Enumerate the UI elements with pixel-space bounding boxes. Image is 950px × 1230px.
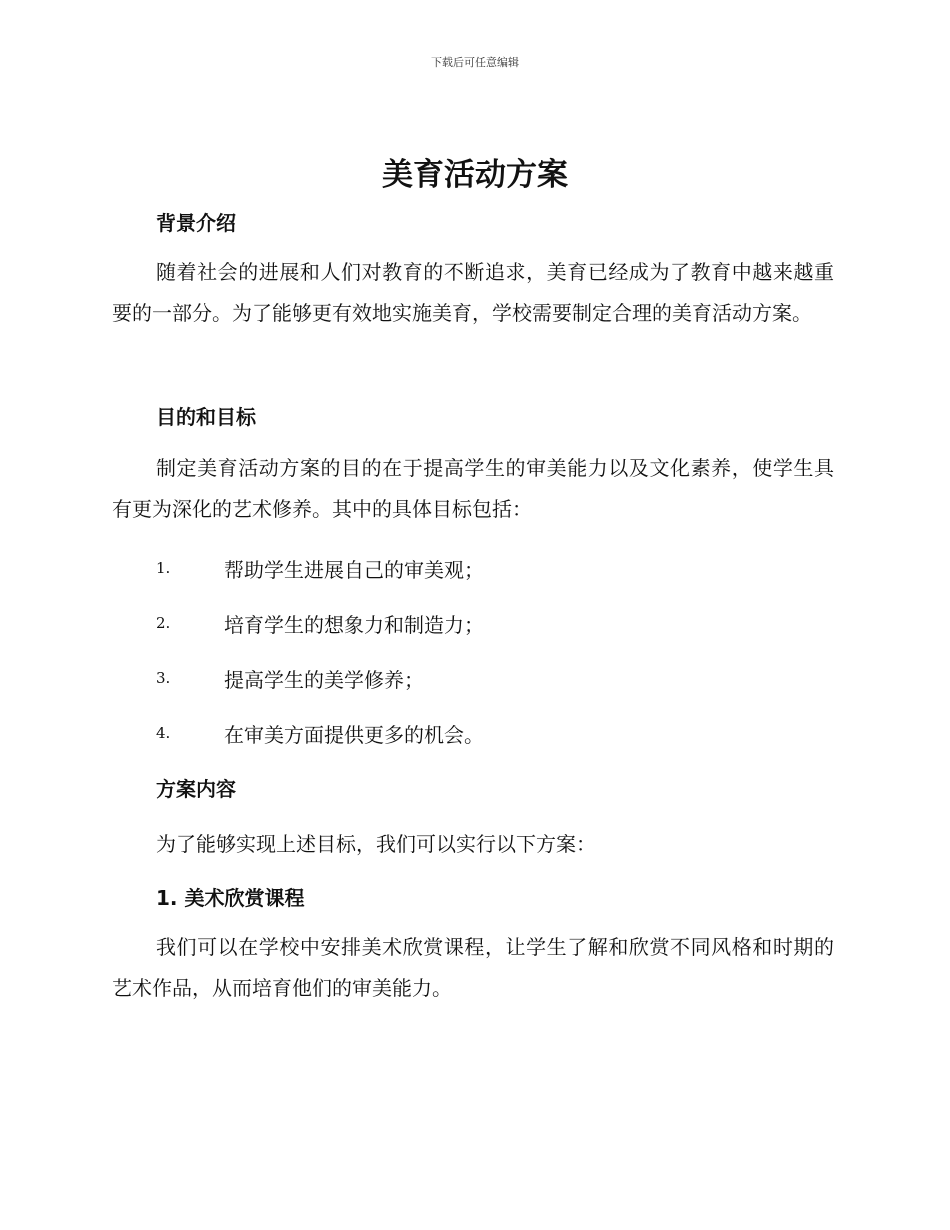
content-intro: 为了能够实现上述目标，我们可以实行以下方案： (156, 832, 596, 856)
heading-content: 方案内容 (156, 777, 236, 801)
paragraph-art-appreciation: 我们可以在学校中安排美术欣赏课程，让学生了解和欣赏不同风格和时期的艺术作品，从而培育他们的审美能力。 (112, 935, 834, 1000)
list-number: 2. (156, 614, 171, 632)
paragraph-background: 随着社会的进展和人们对教育的不断追求，美育已经成为了教育中越来越重要的一部分。为了能够更有效地实施美育，学校需要制定合理的美育活动方案。 (112, 260, 834, 325)
list-text: 培育学生的想象力和制造力； (224, 613, 484, 637)
heading-background: 背景介绍 (156, 211, 236, 235)
sub-heading-art-appreciation: 1. 美术欣赏课程 (156, 886, 305, 910)
list-text: 提高学生的美学修养； (224, 668, 424, 692)
list-text: 帮助学生进展自己的审美观； (224, 558, 484, 582)
header-note: 下载后可任意编辑 (431, 56, 519, 69)
list-number: 3. (156, 669, 171, 687)
paragraph-goals: 制定美育活动方案的目的在于提高学生的审美能力以及文化素养，使学生具有更为深化的艺术修养。其中的具体目标包括： (112, 456, 834, 521)
document-title: 美育活动方案 (382, 157, 568, 193)
heading-goals: 目的和目标 (156, 405, 256, 429)
list-text: 在审美方面提供更多的机会。 (224, 723, 484, 747)
list-number: 1. (156, 559, 171, 577)
list-number: 4. (156, 724, 171, 742)
